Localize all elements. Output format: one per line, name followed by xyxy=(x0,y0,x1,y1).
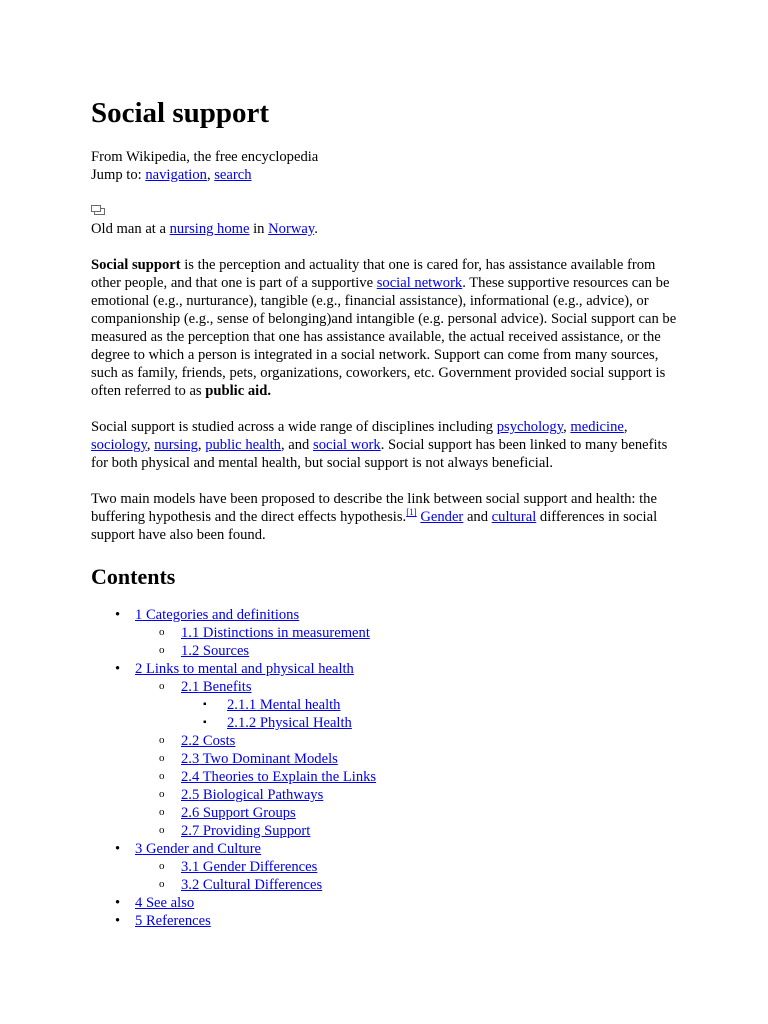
contents-heading: Contents xyxy=(91,564,176,589)
caption-text: Old man at a xyxy=(91,221,170,237)
toc-item xyxy=(91,840,685,894)
reference-1-link[interactable]: [1] xyxy=(406,507,417,518)
article-meta xyxy=(91,148,685,184)
toc-number: 2.4 xyxy=(181,769,200,785)
intro-paragraph-3 xyxy=(91,490,685,544)
toc-item xyxy=(91,606,685,660)
toc-link-benefits[interactable] xyxy=(181,679,252,695)
toc-link-theories-to-explain-the-links[interactable] xyxy=(181,769,376,785)
figure-caption xyxy=(91,220,685,238)
toc-number: 1 xyxy=(135,607,143,623)
jump-search-link[interactable]: search xyxy=(214,167,252,183)
toc-number: 1.1 xyxy=(181,625,200,641)
toc-link-distinctions-in-measurement[interactable] xyxy=(181,625,370,641)
toc-item xyxy=(135,642,685,660)
toc-number: 1.2 xyxy=(181,643,200,659)
toc-link-support-groups[interactable] xyxy=(181,805,296,821)
table-of-contents xyxy=(91,606,685,930)
toc-item xyxy=(181,714,685,732)
toc-item xyxy=(181,696,685,714)
toc-label: See also xyxy=(142,895,195,911)
toc-item xyxy=(91,912,685,930)
article-content xyxy=(91,96,685,930)
from-wikipedia-text: From Wikipedia, the free encyclopedia xyxy=(91,149,319,165)
nursing-home-link[interactable]: nursing home xyxy=(169,221,250,237)
toc-link-biological-pathways[interactable] xyxy=(181,787,323,803)
page-title: Social support xyxy=(91,97,270,129)
toc-link-sources[interactable] xyxy=(181,643,249,659)
caption-text: in xyxy=(249,221,269,237)
paragraph-text: and xyxy=(463,509,492,525)
toc-number: 3.1 xyxy=(181,859,200,875)
toc-link-providing-support[interactable] xyxy=(181,823,310,839)
toc-link-physical-health[interactable] xyxy=(227,715,352,731)
toc-label: Gender Differences xyxy=(199,859,318,875)
separator: , xyxy=(563,419,571,435)
bold-public-aid: public aid. xyxy=(205,383,271,399)
paragraph-text: Social support is studied across a wide range of disciplines including xyxy=(91,419,497,435)
intro-paragraph-2 xyxy=(91,418,685,472)
toc-link-gender-and-culture[interactable] xyxy=(135,841,261,857)
separator: , and xyxy=(280,437,314,453)
sociology-link[interactable]: sociology xyxy=(91,437,147,453)
broken-image-icon[interactable] xyxy=(91,205,105,215)
toc-label: Distinctions in measurement xyxy=(199,625,370,641)
toc-item xyxy=(135,858,685,876)
paragraph-text: . These supportive resources can be emotional (e.g., nurturance), tangible (e.g., financial assistance), informational (e.g., advice), or companionship (e.g., sense of belonging)and intangible (e.g. personal advice). Social support can be measured as the perception that one has assistance available, the actual received assistance, or the degree to which a person is integrated in a social network. Support can come from many sources, such as family, friends, pets, organizations, coworkers, etc. Government provided social support is often referred to as xyxy=(91,275,677,399)
toc-link-mental-health[interactable] xyxy=(227,697,340,713)
toc-label: Support Groups xyxy=(199,805,296,821)
toc-label: Costs xyxy=(199,733,236,749)
toc-link-costs[interactable] xyxy=(181,733,235,749)
toc-number: 2.1.1 xyxy=(227,697,257,713)
paragraph-text: is the perception and actuality that one is cared for, has assistance available from other people, and that one is part of a supportive xyxy=(91,257,656,291)
public-health-link[interactable]: public health xyxy=(205,437,281,453)
toc-link-see-also[interactable] xyxy=(135,895,194,911)
separator: , xyxy=(623,419,628,435)
toc-label: Cultural Differences xyxy=(199,877,323,893)
intro-paragraph-1 xyxy=(91,256,685,400)
toc-number: 2.1.2 xyxy=(227,715,257,731)
toc-number: 2.7 xyxy=(181,823,200,839)
toc-item xyxy=(91,660,685,840)
social-work-link[interactable]: social work xyxy=(313,437,381,453)
toc-label: Sources xyxy=(199,643,250,659)
gender-link[interactable]: Gender xyxy=(420,509,464,525)
caption-text: . xyxy=(314,221,318,237)
toc-item xyxy=(135,768,685,786)
toc-item xyxy=(135,750,685,768)
toc-label: Providing Support xyxy=(199,823,311,839)
toc-label: Links to mental and physical health xyxy=(142,661,354,677)
psychology-link[interactable]: psychology xyxy=(496,419,564,435)
toc-item xyxy=(135,624,685,642)
jump-navigation-link[interactable]: navigation xyxy=(145,167,207,183)
toc-label: Gender and Culture xyxy=(142,841,262,857)
toc-number: 2.3 xyxy=(181,751,200,767)
jump-to-line xyxy=(91,166,685,184)
medicine-link[interactable]: medicine xyxy=(570,419,624,435)
social-network-link[interactable]: social network xyxy=(376,275,463,291)
toc-link-gender-differences[interactable] xyxy=(181,859,317,875)
toc-label: References xyxy=(142,913,211,929)
figure xyxy=(91,202,685,238)
toc-link-categories-and-definitions[interactable] xyxy=(135,607,299,623)
paragraph-text: differences in social support have also been found. xyxy=(91,509,658,543)
toc-label: Categories and definitions xyxy=(142,607,300,623)
toc-number: 2.2 xyxy=(181,733,200,749)
toc-item xyxy=(91,894,685,912)
cultural-link[interactable]: cultural xyxy=(491,509,537,525)
toc-item xyxy=(135,804,685,822)
toc-link-links-to-mental-and-physical-health[interactable] xyxy=(135,661,354,677)
jump-to-label: Jump to: xyxy=(91,167,146,183)
toc-label: Mental health xyxy=(256,697,341,713)
norway-link[interactable]: Norway xyxy=(268,221,315,237)
toc-number: 4 xyxy=(135,895,143,911)
toc-item xyxy=(135,876,685,894)
toc-link-references[interactable] xyxy=(135,913,211,929)
toc-number: 2 xyxy=(135,661,143,677)
toc-link-two-dominant-models[interactable] xyxy=(181,751,338,767)
toc-label: Theories to Explain the Links xyxy=(199,769,377,785)
toc-item xyxy=(135,822,685,840)
nursing-link[interactable]: nursing xyxy=(154,437,198,453)
separator: , xyxy=(146,437,155,453)
bold-lead: Social support xyxy=(91,257,181,273)
toc-label: Physical Health xyxy=(256,715,352,731)
toc-label: Biological Pathways xyxy=(199,787,324,803)
toc-number: 5 xyxy=(135,913,143,929)
separator: , xyxy=(197,437,206,453)
toc-number: 2.1 xyxy=(181,679,200,695)
toc-label: Benefits xyxy=(199,679,252,695)
paragraph-text: Two main models have been proposed to describe the link between social support and health: the buffering hypothesis and the direct effects hypothesis. xyxy=(91,491,657,525)
toc-number: 2.5 xyxy=(181,787,200,803)
toc-link-cultural-differences[interactable] xyxy=(181,877,322,893)
toc-number: 2.6 xyxy=(181,805,200,821)
toc-number: 3.2 xyxy=(181,877,200,893)
toc-number: 3 xyxy=(135,841,143,857)
toc-label: Two Dominant Models xyxy=(199,751,338,767)
toc-item xyxy=(135,786,685,804)
jump-separator: , xyxy=(206,167,215,183)
toc-item xyxy=(135,678,685,732)
paragraph-text: . Social support has been linked to many benefits for both physical and mental health, but social support is not always beneficial. xyxy=(91,437,668,471)
toc-item xyxy=(135,732,685,750)
